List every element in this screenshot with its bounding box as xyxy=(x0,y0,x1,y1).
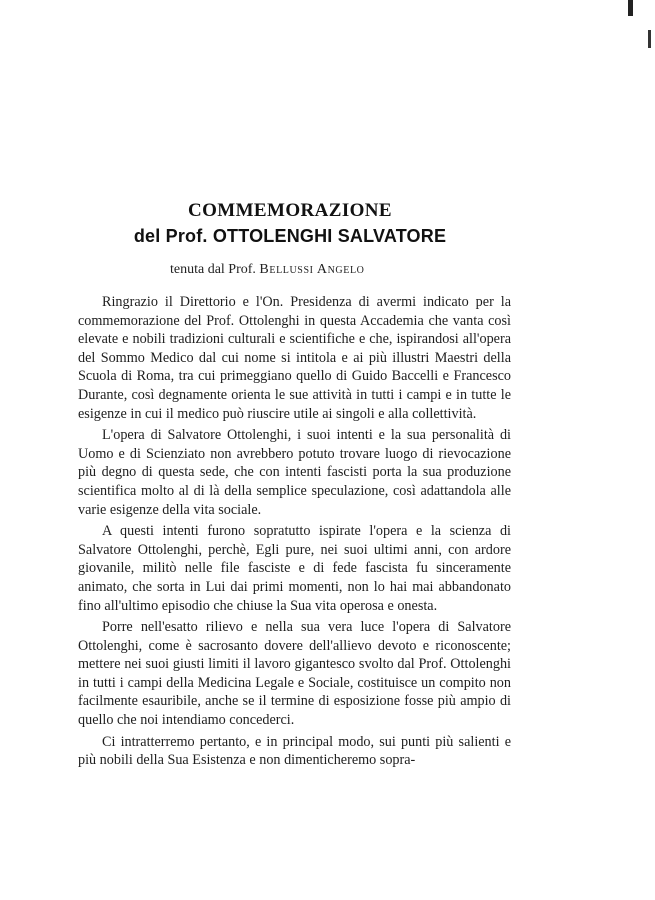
body-text xyxy=(78,293,511,773)
byline-author: Bellussi Angelo xyxy=(259,262,365,277)
page-subtitle: del Prof. OTTOLENGHI SALVATORE xyxy=(133,226,447,246)
byline xyxy=(170,262,364,278)
page-title: COMMEMORAZIONE xyxy=(187,200,393,221)
scan-edge-mark xyxy=(628,0,633,16)
paragraph: L'opera di Salvatore Ottolenghi, i suoi intenti e la sua personalità di Uomo e di Scienziato non avrebbero potuto trovare luogo di rievocazione più degno di questa sede, che con intenti fascisti porta la sua produzione scientifica molto al di là della semplice speculazione, così adattandola alle varie esigenze della vita sociale. xyxy=(78,427,511,518)
scan-edge-mark-side xyxy=(648,30,651,48)
paragraph: A questi intenti furono sopratutto ispirate l'opera e la scienza di Salvatore Ottolenghi, perchè, Egli pure, nei suoi ultimi anni, con ardore giovanile, militò nelle file fasciste e di fede fascista fu sinceramente animato, che sorta in Lui dai primi momenti, non lo hai mai abbandonato fino all'ultimo episodio che chiuse la Sua vita operosa e onesta. xyxy=(78,523,511,614)
paragraph: Ringrazio il Direttorio e l'On. Presidenza di avermi indicato per la commemorazione del Prof. Ottolenghi in questa Accademia che vanta così elevate e nobili tradizioni culturali e scientifiche e che, ispirandosi all'opera del Sommo Medico dal cui nome si intitola e ai più illustri Maestri della Scuola di Roma, tra cui primeggiano quello di Guido Baccelli e Francesco Durante, così degnamente orienta le sue attività in tutti i campi e in tutte le esigenze in cui il medico può riuscire utile ai singoli e alla collettività. xyxy=(78,294,511,422)
paragraph: Ci intratterremo pertanto, e in principal modo, sui punti più salienti e più nobili della Sua Esistenza e non dimenticheremo sopra- xyxy=(78,733,511,769)
paragraph: Porre nell'esatto rilievo e nella sua vera luce l'opera di Salvatore Ottolenghi, come è sacrosanto dovere dell'allievo devoto e riconoscente; mettere nei suoi giusti limiti il lavoro gigantesco svolto dal Prof. Ottolenghi in tutti i campi della Medicina Legale e Sociale, costituisce un compito non facilmente esauribile, anche se il termine di esposizione fosse più ampio di quello che noi intendiamo concederci. xyxy=(78,619,511,729)
byline-prefix: tenuta dal Prof. xyxy=(170,262,260,277)
